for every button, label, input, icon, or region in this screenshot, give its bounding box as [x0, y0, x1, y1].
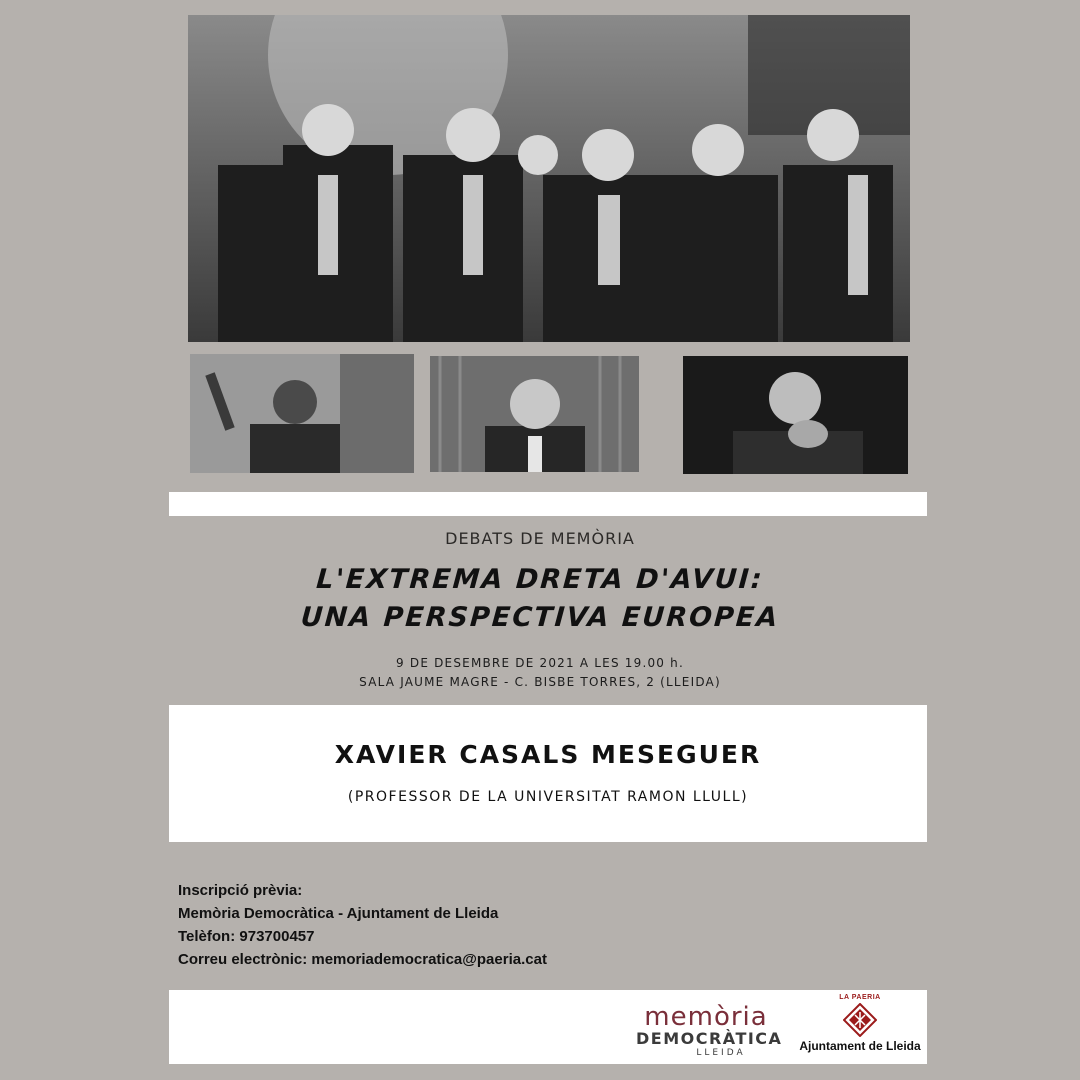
- contact-registration: Inscripció prèvia:: [178, 882, 303, 899]
- event-date: 9 DE DESEMBRE DE 2021 A LES 19.00 h.: [396, 656, 684, 670]
- portrait-photo-left: [190, 354, 414, 473]
- paeria-logo-top: LA PAERIA: [839, 994, 881, 1001]
- memoria-logo-bot: LLEIDA: [696, 1048, 746, 1058]
- contact-email[interactable]: Correu electrònic: memoriademocratica@paeria.cat: [178, 951, 547, 968]
- event-title-line2: UNA PERSPECTIVA EUROPEA: [299, 602, 781, 633]
- memoria-logo-top: memòria: [644, 1002, 768, 1032]
- event-series: DEBATS DE MEMÒRIA: [445, 529, 635, 548]
- paeria-logo: [790, 994, 930, 1053]
- memoria-democratica-logo: [636, 1002, 783, 1058]
- speaker-role: (PROFESSOR DE LA UNIVERSITAT RAMON LLULL): [347, 789, 749, 805]
- paeria-crest-icon: [843, 1003, 877, 1037]
- paeria-logo-name: Ajuntament de Lleida: [799, 1039, 921, 1053]
- speaker-name: XAVIER CASALS MESEGUER: [334, 740, 762, 769]
- contact-organizer: Memòria Democràtica - Ajuntament de Lleida: [178, 905, 499, 922]
- main-group-photo: [188, 15, 910, 342]
- contact-phone: Telèfon: 973700457: [178, 928, 315, 945]
- event-title-line1: L'EXTREMA DRETA D'AVUI:: [315, 564, 765, 595]
- portrait-photo-center: [430, 356, 639, 472]
- speaker-panel: [169, 705, 927, 842]
- event-venue: SALA JAUME MAGRE - C. BISBE TORRES, 2 (LLEIDA): [359, 675, 721, 689]
- portrait-photo-right: [683, 356, 908, 474]
- memoria-logo-mid: DEMOCRÀTICA: [636, 1029, 783, 1048]
- separator-bar: [169, 492, 927, 516]
